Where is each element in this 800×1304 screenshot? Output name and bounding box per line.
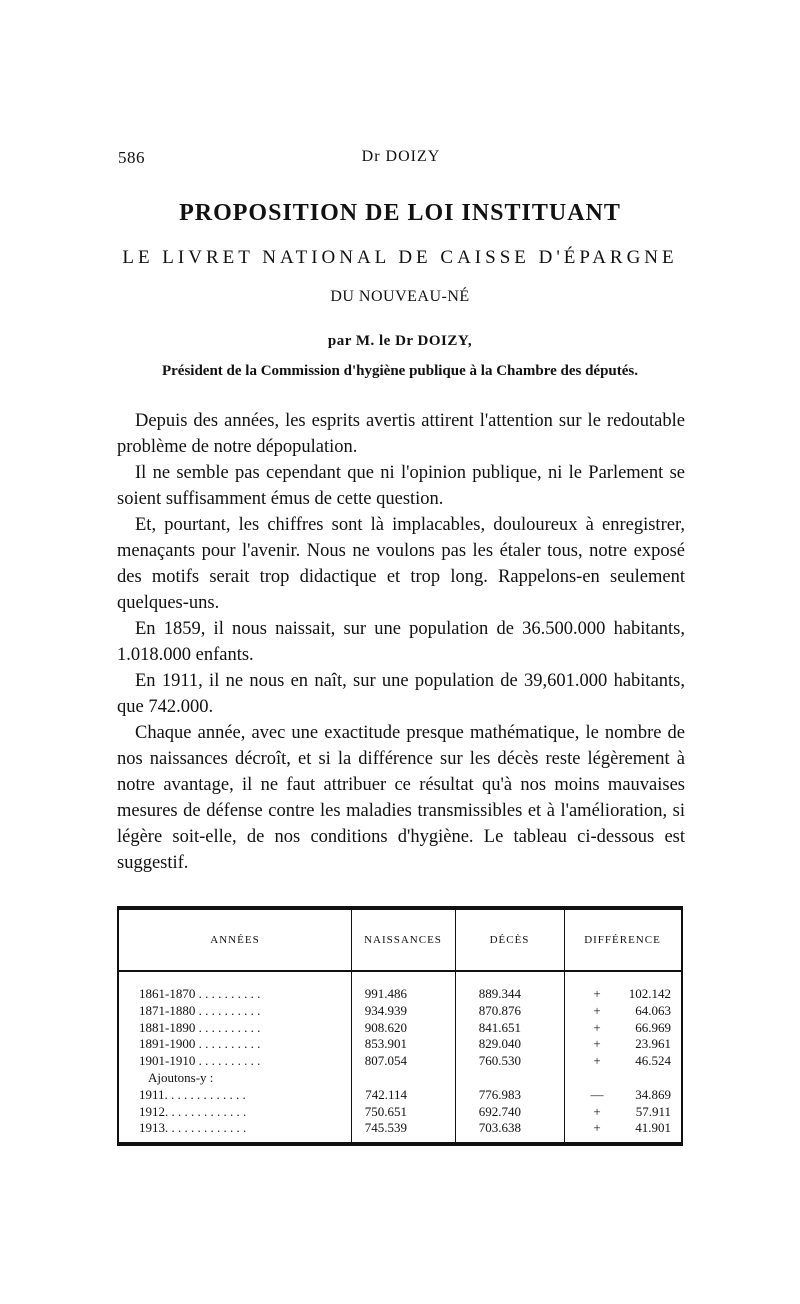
paragraph: En 1859, il nous naissait, sur une population de 36.500.000 habitants, 1.018.000 enfants. [117,619,685,665]
paragraph: Et, pourtant, les chiffres sont là implacables, douloureux à enregistrer, menaçants pour l'avenir. Nous ne voulons pas les étaler tous, notre exposé des motifs serait trop didactique et trop long. Rappelons-en seulement quelques-uns. [117,515,685,613]
paragraph: Il ne semble pas cependant que ni l'opinion publique, ni le Parlement se soient suffisamment émus de cette question. [117,463,685,509]
table-cell-year: 1901-1910 . . . . . . . . . . [139,1053,261,1069]
table-cell-deaths: 829.040 [478,1036,521,1052]
table-cell-difference: 23.961 [635,1036,671,1052]
table-cell-sign: + [593,986,601,1001]
column-header-years: ANNÉES [210,934,260,946]
table-cell-sign: + [593,1120,601,1136]
column-header-deaths: DÉCÈS [489,934,530,946]
table-cell-births: 807.054 [364,1053,407,1069]
table-cell-sign: + [593,1036,601,1052]
table-cell-sign: + [593,1053,601,1069]
table-cell-year: 1912. . . . . . . . . . . . . [139,1103,247,1119]
table-cell-difference: 34.869 [635,1086,671,1102]
table-cell-births: 750.651 [364,1103,407,1119]
column-header-births: NAISSANCES [364,934,442,946]
paragraph: Chaque année, avec une exactitude presque mathématique, le nombre de nos naissances décroît, et si la différence sur les décès reste légèrement à notre avantage, il ne faut attribuer ce résultat qu'à nos moins mauvaises mesures de défense contre les maladies transmissibles et à l'amélioration, si légère soit-elle, de nos conditions d'hygiène. Le tableau ci-dessous est suggestif. [117,723,685,873]
table-cell-births: 853.901 [364,1036,407,1052]
births-deaths-table [117,906,683,1146]
table-cell-difference: 46.524 [635,1053,671,1069]
header-rule [119,970,681,972]
byline: par M. le Dr DOIZY, [327,333,473,349]
table-cell-deaths: 760.530 [478,1053,521,1069]
table-cell-year: 1881-1890 . . . . . . . . . . [139,1019,261,1035]
table-cell-year: Ajoutons-y : [139,1070,214,1085]
table-cell-sign: + [593,1002,601,1018]
table-cell-births: 908.620 [364,1019,407,1035]
table-cell-births: 745.539 [364,1120,407,1136]
table-cell-year: 1911. . . . . . . . . . . . . [139,1086,246,1102]
article-title: PROPOSITION DE LOI INSTITUANT [179,200,621,226]
table-cell-sign: + [593,1103,601,1119]
table-cell-year: 1861-1870 . . . . . . . . . . [139,986,261,1001]
table-cell-deaths: 841.651 [478,1019,521,1035]
running-head [118,148,684,172]
table-cell-deaths: 776.983 [478,1086,521,1102]
table-cell-difference: 102.142 [628,986,671,1001]
table-cell-deaths: 889.344 [478,986,521,1001]
table-cell-difference: 64.063 [635,1002,671,1018]
table-cell-year: 1871-1880 . . . . . . . . . . [139,1002,261,1018]
table-cell-deaths: 870.876 [478,1002,521,1018]
table-cell-births: 742.114 [365,1086,407,1102]
table-cell-deaths: 703.638 [478,1120,521,1136]
table-cell-difference: 66.969 [635,1019,671,1035]
page-number: 586 [118,148,145,167]
table-cell-births: 991.486 [364,986,407,1001]
table-cell-births: 934.939 [364,1002,407,1018]
running-head-author: Dr DOIZY [361,148,441,165]
body-text [117,408,685,876]
table-cell-sign: — [590,1086,604,1102]
table-cell-year: 1913. . . . . . . . . . . . . [139,1120,247,1136]
table-cell-difference: 41.901 [635,1120,671,1136]
paragraph: Depuis des années, les esprits avertis attirent l'attention sur le redoutable problème de notre dépopulation. [117,411,685,457]
author-role: Président de la Commission d'hygiène publique à la Chambre des députés. [161,363,639,379]
article-subtitle: LE LIVRET NATIONAL DE CAISSE D'ÉPARGNE [122,247,678,268]
table-cell-difference: 57.911 [635,1103,671,1119]
table-cell-year: 1891-1900 . . . . . . . . . . [139,1036,261,1052]
table-cell-deaths: 692.740 [478,1103,521,1119]
paragraph: En 1911, il ne nous en naît, sur une population de 39,601.000 habitants, que 742.000. [117,671,685,717]
column-header-difference: DIFFÉRENCE [584,934,661,946]
table-cell-sign: + [593,1019,601,1035]
article-subtitle-line-2: DU NOUVEAU-NÉ [330,288,470,305]
